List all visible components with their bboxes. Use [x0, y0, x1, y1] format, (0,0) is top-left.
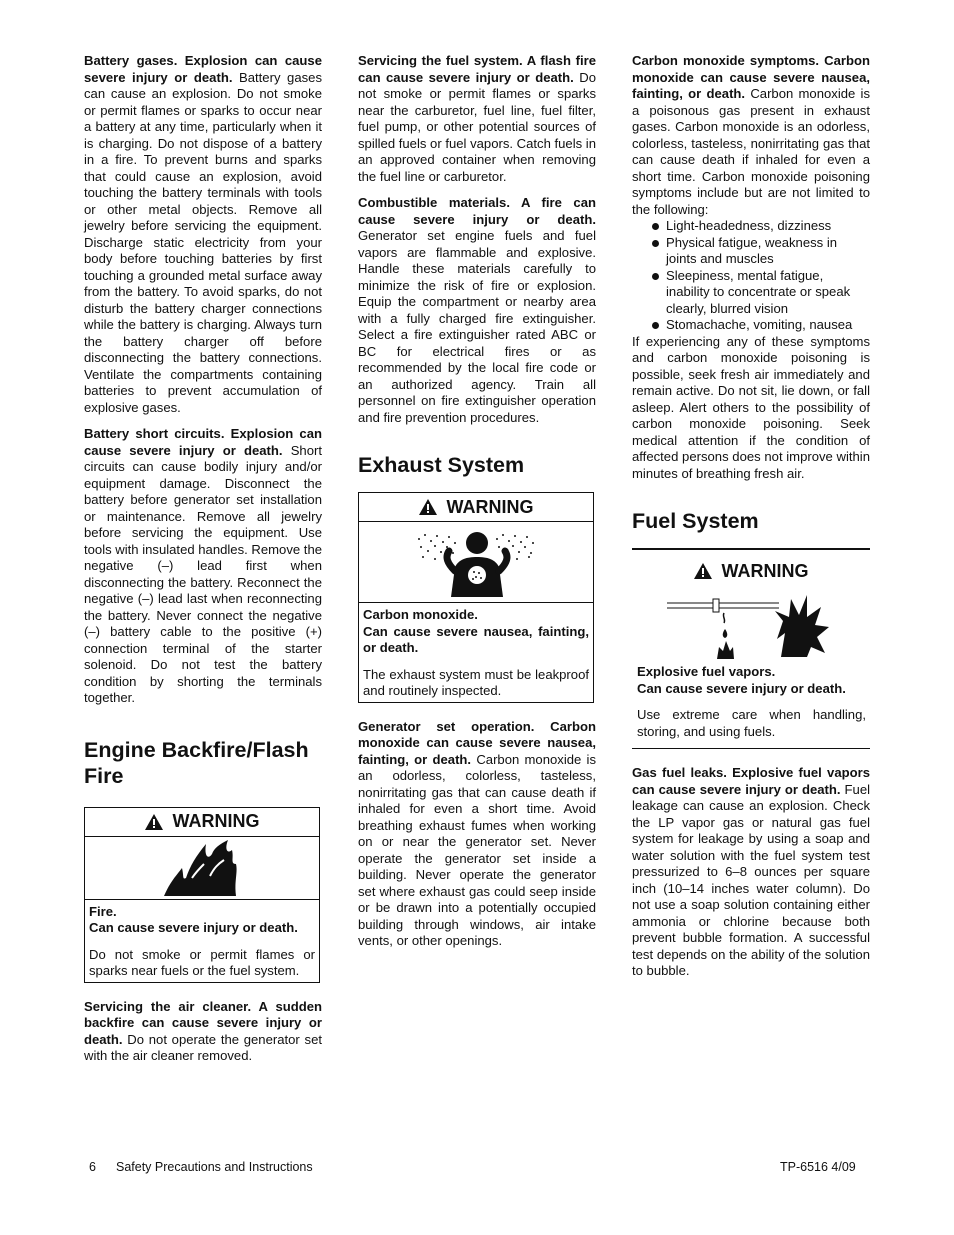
warning-triangle-icon	[419, 499, 437, 515]
warning-header: WARNING	[85, 808, 319, 837]
warning-triangle-icon	[694, 563, 712, 579]
warning-header: WARNING	[359, 493, 593, 522]
co-symptoms-paragraph: Carbon monoxide symptoms. Carbon monoxide can cause severe nausea, fainting, or death. Carbon monoxide is a poisonous gas present in exhaust gases. Carbon monoxide is an odorless, colorless, tasteless, nonirritating gas that can cause death if inhaled for even a short time. Carbon monoxide poisoning symptoms include but are not limited to the following:	[632, 53, 871, 217]
warning-hazard: Fire.	[89, 903, 117, 919]
fuel-service-paragraph: Servicing the fuel system. A flash fire can cause severe injury or death. Do not smoke or permit flames or sparks near the carburetor, fuel line, fuel filter, fuel pump, or other potential sources of spilled fuels or fuel vapors. Catch fuels in an approved container when removing the fuel line or carburetor.	[358, 53, 596, 184]
warning-description: Use extreme care when handling, storing, and using fuels.	[637, 707, 866, 739]
warning-description: The exhaust system must be leakproof and routinely inspected.	[363, 666, 589, 698]
fuel-warning-box	[632, 548, 870, 749]
warning-consequence: Can cause severe nausea, fainting, or death.	[363, 623, 589, 655]
combustible-paragraph: Combustible materials. A fire can cause severe injury or death. Generator set engine fuels and fuel vapors are flammable and explosive. Handle these materials carefully to minimize the risk of fire or explosion. Equip the compartment or nearby area with a fully charged fire extinguisher. Select a fire extinguisher rated ABC or BC for electrical fires or as recommended by the local fire code or an authorized agency. Train all personnel on fire extinguisher operation and fire prevention procedures.	[358, 195, 596, 425]
fuel-leak-explosion-icon	[641, 593, 861, 659]
warning-description: Do not smoke or permit flames or sparks near fuels or the fuel system.	[89, 946, 315, 978]
footer-section-title: Safety Precautions and Instructions	[116, 1160, 313, 1174]
section-heading-backfire: Engine Backfire/Flash Fire	[84, 737, 309, 788]
page-number: 6	[89, 1160, 96, 1174]
warning-hazard: Carbon monoxide.	[363, 607, 478, 622]
battery-gases-paragraph: Battery gases. Explosion can cause severe injury or death. Battery gases can cause an explosion. Do not smoke or permit flames or sparks to occur near a battery at any time, particularly when it is charging. Do not dispose of a battery in a fire. To prevent burns and sparks that could cause an explosion, avoid touching the battery terminals with tools or other metal objects. Remove all jewelry before servicing the equipment. Discharge static electricity from your body before touching batteries by first touching a grounded metal surface away from the battery. To avoid sparks, do not disturb the battery charger connections while the battery is charging. Always turn the battery charger off before disconnecting the battery connections. Ventilate the compartments containing batteries to prevent accumulation of explosive gases.	[84, 53, 322, 415]
air-cleaner-paragraph: Servicing the air cleaner. A sudden backfire can cause severe injury or death. Do not operate the generator set with the air cleaner removed.	[84, 998, 322, 1063]
section-heading-fuel: Fuel System	[632, 509, 759, 533]
warning-text	[632, 660, 870, 742]
warning-consequence: Can cause severe injury or death.	[89, 920, 298, 935]
warning-header: WARNING	[632, 550, 870, 592]
list-item: Sleepiness, mental fatigue, inability to concentrate or speak clearly, blurred vision	[650, 268, 870, 318]
warning-text	[359, 603, 593, 702]
warning-triangle-icon	[145, 814, 163, 830]
footer-doc-id: TP-6516 4/09	[780, 1160, 856, 1174]
battery-short-paragraph: Battery short circuits. Explosion can cause severe injury or death. Short circuits can cause bodily injury and/or equipment damage. Disconnect the battery before generator set installation or maintenance. Remove all jewelry before servicing the equipment. Use tools with insulated handles. Remove the negative (–) lead first when disconnecting the battery. Reconnect the negative (–) lead last when reconnecting the battery. Never connect the negative (–) battery cable to the positive (+) connection terminal of the starter solenoid. Do not test the battery condition by shorting the terminals together.	[84, 426, 323, 705]
warning-text	[85, 900, 319, 982]
fire-pictogram	[85, 837, 319, 900]
list-item: Light-headedness, dizziness	[650, 218, 870, 235]
co-pictogram	[359, 522, 593, 603]
warning-consequence: Can cause severe injury or death.	[637, 680, 846, 696]
gas-leaks-paragraph: Gas fuel leaks. Explosive fuel vapors can cause severe injury or death. Fuel leakage can cause an explosion. Check the LP vapor gas or natural gas fuel system for leakage by using a soap and water solution with the fuel system test pressurized to 6–8 ounces per square inch (10–14 inches water column). Do not use a soap solution containing either ammonia or chlorine because both prevent bubble formation. A successful test depends on the ability of the solution to bubble.	[632, 765, 871, 978]
section-heading-exhaust: Exhaust System	[358, 453, 525, 477]
column-1	[84, 53, 322, 1075]
symptoms-list	[632, 218, 870, 334]
list-item: Stomachache, vomiting, nausea	[650, 317, 870, 334]
co-warning-box	[358, 492, 594, 703]
column-2	[358, 53, 596, 960]
genset-operation-paragraph: Generator set operation. Carbon monoxide can cause severe nausea, fainting, or death. Carbon monoxide is an odorless, colorless, tasteless, nonirritating gas that can cause death if inhaled for even a short time. Avoid breathing exhaust fumes when working on or near the generator set. Never operate the generator set inside a building. Never operate the generator set where exhaust gas could seep inside or be drawn into a potentially occupied building through windows, air intake vents, or other openings.	[358, 718, 597, 948]
person-fumes-icon	[411, 527, 541, 597]
fuel-pictogram	[632, 592, 870, 660]
list-item: Physical fatigue, weakness in joints and muscles	[650, 235, 870, 268]
warning-hazard: Explosive fuel vapors.	[637, 664, 776, 679]
column-3	[632, 53, 870, 990]
flame-icon	[162, 838, 242, 898]
fire-warning-box	[84, 807, 320, 983]
after-symptoms-paragraph: If experiencing any of these symptoms and carbon monoxide poisoning is possible, seek fresh air immediately and remain active. Do not sit, lie down, or fall asleep. Alert others to the possibility of carbon monoxide poisoning. Seek medical attention if the condition of affected persons does not improve within minutes of breathing fresh air.	[632, 333, 870, 481]
